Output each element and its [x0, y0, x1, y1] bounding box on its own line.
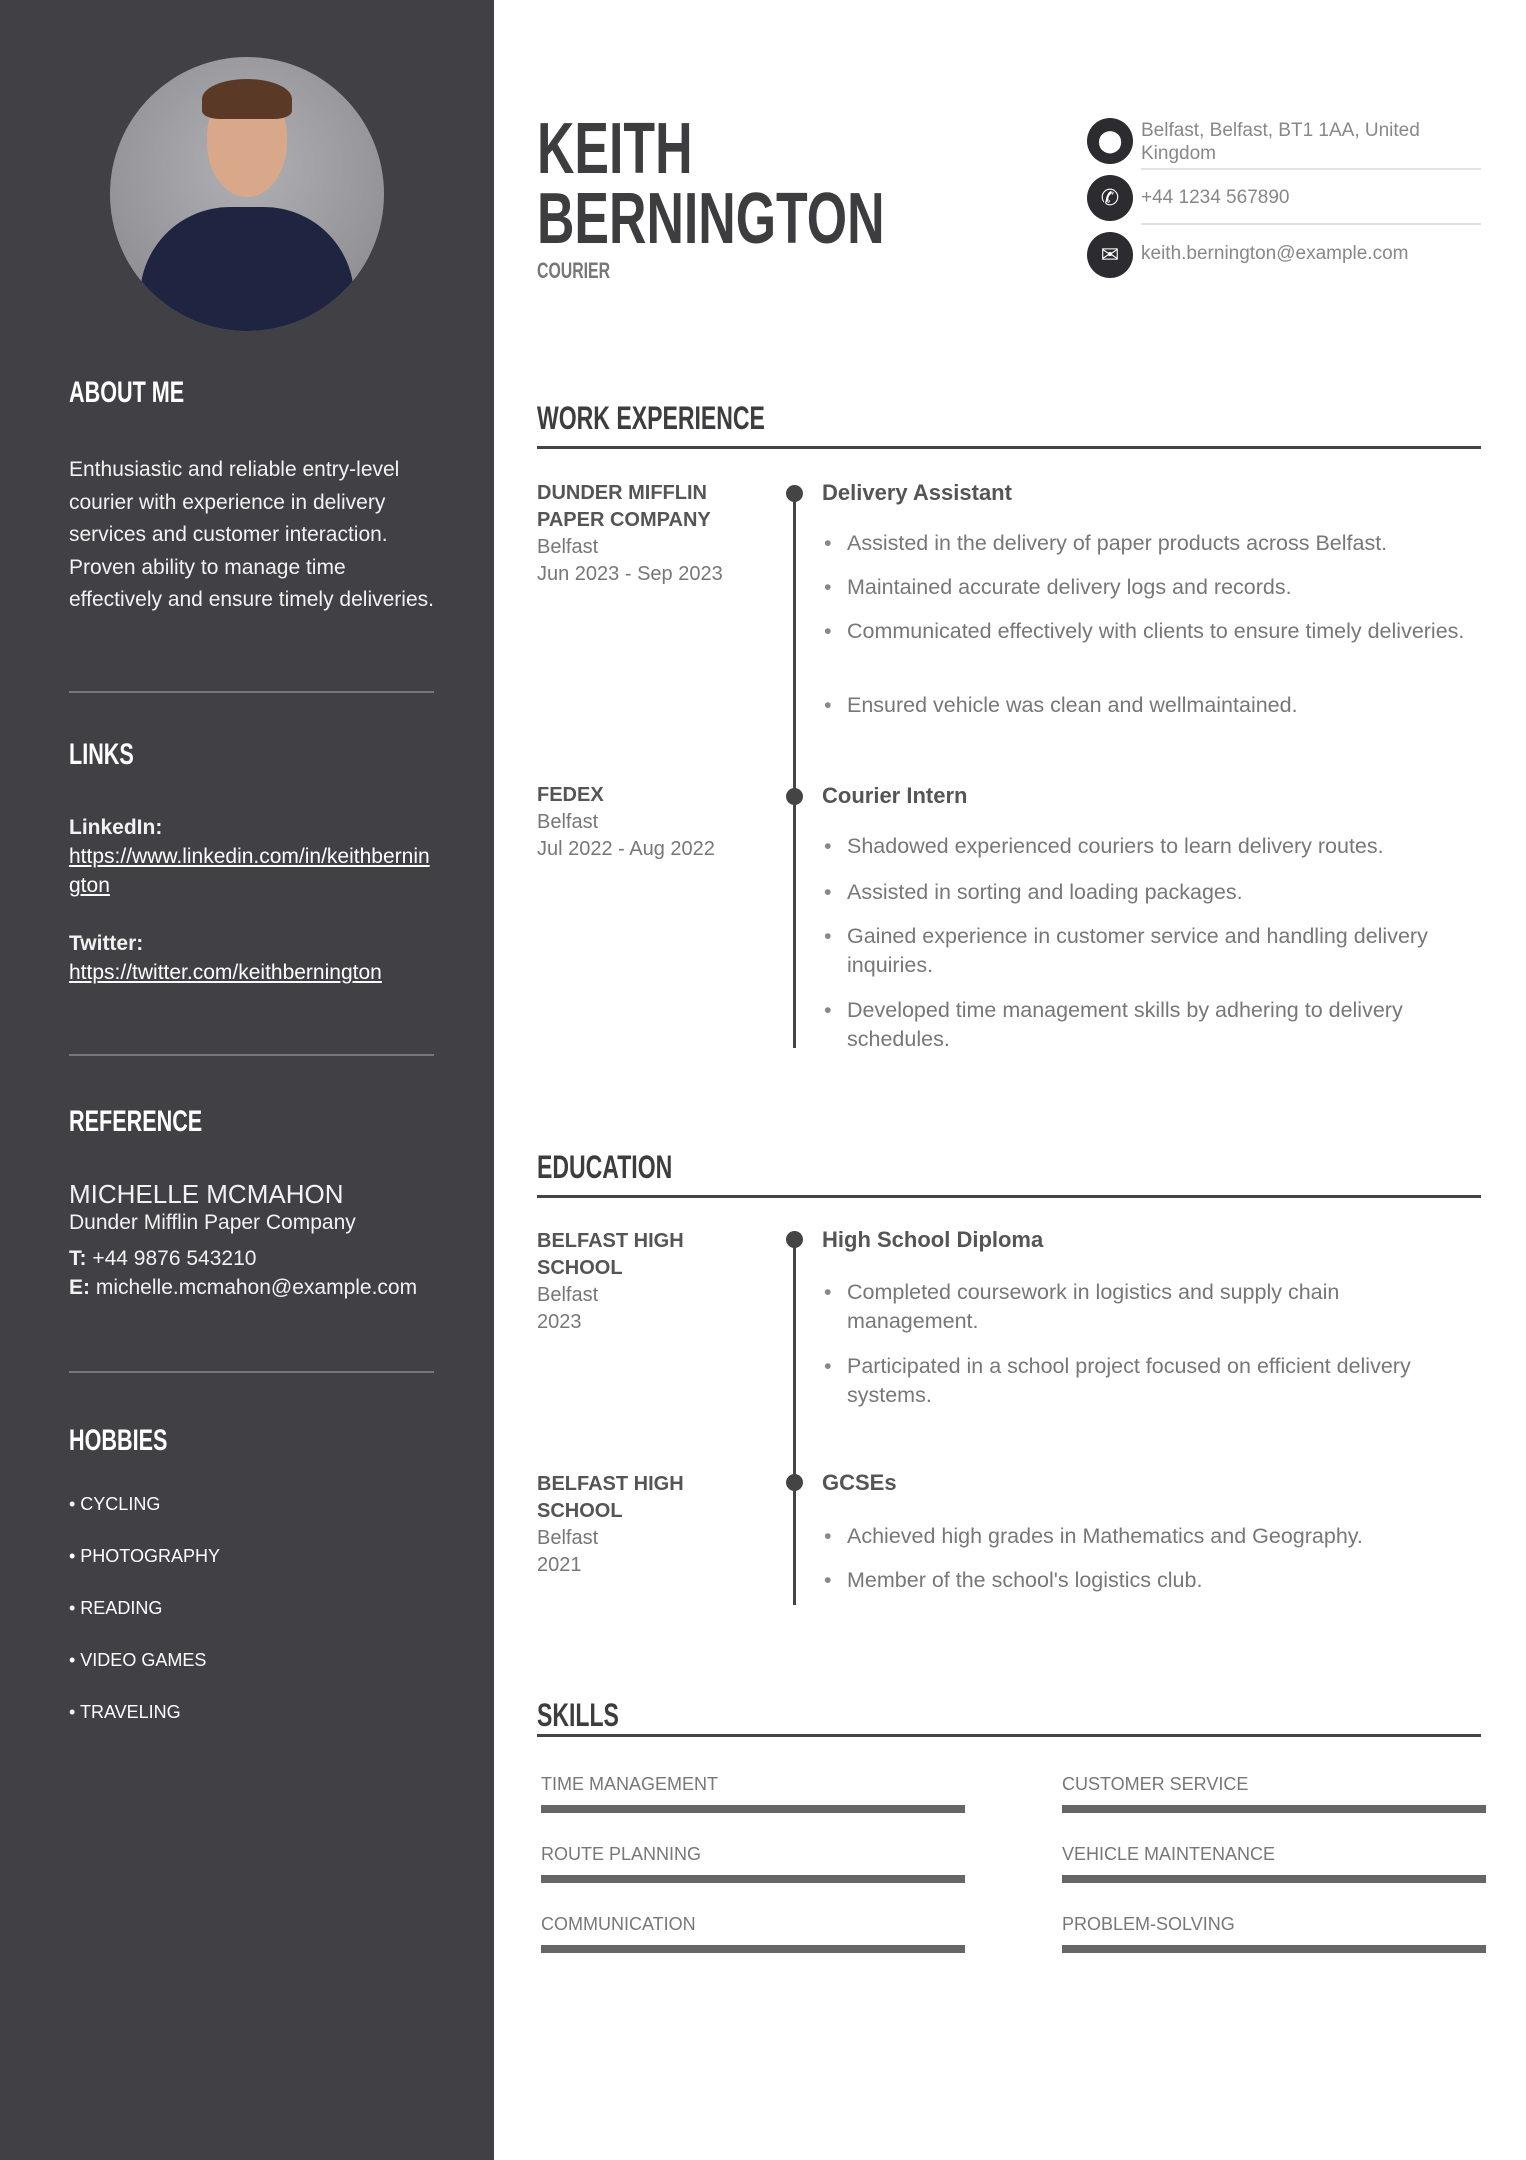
reference-heading [69, 1105, 254, 1139]
org: DUNDER MIFFLIN PAPER COMPANY [537, 482, 711, 531]
sidebar [0, 0, 494, 2160]
divider [1141, 168, 1481, 170]
bullet: • Participated in a school project focused on efficient delivery systems. [822, 1352, 1472, 1410]
skill-name: PROBLEM-SOLVING [1062, 1914, 1235, 1934]
reference-company: Dunder Mifflin Paper Company [69, 1211, 356, 1234]
phone-icon: ✆ [1087, 175, 1133, 221]
skill-bar [541, 1945, 965, 1953]
name-last [537, 179, 1020, 259]
bullet: • Shadowed experienced couriers to learn delivery routes. [822, 832, 1472, 861]
bullet: • Completed coursework in logistics and supply chain management. [822, 1278, 1472, 1336]
divider [1141, 223, 1481, 225]
contact-phone: +44 1234 567890 [1141, 187, 1290, 208]
email-icon: ✉ [1087, 232, 1133, 278]
hobbies-heading [69, 1424, 206, 1458]
reference-phone [69, 1244, 439, 1273]
bullet: • Assisted in the delivery of paper products across Belfast. [822, 529, 1472, 558]
location-pin-icon: ⬤ [1087, 118, 1133, 164]
contact-address: Belfast, Belfast, BT1 1AA, United Kingdom [1141, 120, 1420, 164]
education-heading [537, 1149, 725, 1186]
divider [69, 1371, 434, 1373]
timeline-dot [786, 1231, 803, 1248]
work-heading [537, 400, 853, 437]
edu-entry-meta [537, 1471, 717, 1579]
org: BELFAST HIGH SCHOOL [537, 1230, 684, 1279]
skill-name: TIME MANAGEMENT [541, 1774, 719, 1794]
bullet: • Member of the school's logistics club. [822, 1566, 1472, 1595]
skill-bar-fill [1062, 1945, 1486, 1953]
skill-bar-fill [541, 1945, 965, 1953]
job-title-text: COURIER [537, 258, 611, 283]
skill-bar [541, 1875, 965, 1883]
skill-bar [541, 1805, 965, 1813]
divider [69, 691, 434, 693]
job-title: Delivery Assistant [822, 480, 1012, 505]
linkedin-link[interactable]: https://www.linkedin.com/in/keithbernington [69, 845, 430, 897]
location: Belfast [537, 536, 599, 558]
work-heading-text: WORK EXPERIENCE [537, 400, 765, 436]
job-title [537, 258, 638, 284]
org: FEDEX [537, 784, 604, 806]
linkedin-label: LinkedIn: [69, 816, 163, 839]
bullet: • Assisted in sorting and loading packages. [822, 878, 1472, 907]
bullet: • Developed time management skills by adhering to delivery schedules. [822, 996, 1472, 1054]
skill-name: CUSTOMER SERVICE [1062, 1774, 1249, 1794]
timeline-dot [786, 485, 803, 502]
location: Belfast [537, 1284, 599, 1306]
location: Belfast [537, 811, 599, 833]
reference-heading-text: REFERENCE [69, 1105, 203, 1138]
skill-bar [1062, 1805, 1486, 1813]
skill-name: COMMUNICATION [541, 1914, 696, 1934]
hobby-item: • CYCLING [69, 1494, 161, 1514]
email-value: michelle.mcmahon@example.com [95, 1276, 418, 1299]
about-heading-text: ABOUT ME [69, 376, 185, 409]
name-first [537, 109, 753, 189]
divider [537, 1734, 1481, 1737]
skill-bar-fill [541, 1805, 965, 1813]
contact-email: keith.bernington@example.com [1141, 243, 1409, 264]
job-title: Courier Intern [822, 783, 968, 808]
phone-label: T: [69, 1247, 87, 1270]
timeline-line [793, 1240, 796, 1605]
skills-heading [537, 1697, 651, 1734]
name-last-text: BERNINGTON [537, 179, 885, 259]
dates: 2023 [537, 1311, 582, 1333]
location: Belfast [537, 1527, 599, 1549]
skill-bar-fill [1062, 1805, 1486, 1813]
twitter-label: Twitter: [69, 932, 144, 955]
skill-bar-fill [1062, 1875, 1486, 1883]
education-heading-text: EDUCATION [537, 1149, 673, 1185]
skill-name: ROUTE PLANNING [541, 1844, 702, 1864]
bullet: • Maintained accurate delivery logs and records. [822, 573, 1472, 602]
bullet: • Gained experience in customer service and handling delivery inquiries. [822, 922, 1472, 980]
divider [537, 446, 1481, 449]
dates: Jul 2022 - Aug 2022 [537, 838, 715, 860]
timeline-line [793, 494, 796, 1048]
email-label: E: [69, 1276, 90, 1299]
bullet: • Communicated effectively with clients to ensure timely deliveries. [822, 617, 1472, 646]
skill-name: VEHICLE MAINTENANCE [1062, 1844, 1276, 1864]
profile-photo [110, 57, 384, 331]
links-heading [69, 738, 159, 772]
phone-value: +44 9876 543210 [92, 1247, 257, 1270]
twitter-link[interactable]: https://twitter.com/keithbernington [69, 961, 382, 984]
org: BELFAST HIGH SCHOOL [537, 1473, 684, 1522]
work-entry-meta [537, 480, 747, 588]
reference-email [69, 1273, 439, 1302]
divider [69, 1054, 434, 1056]
degree-title: High School Diploma [822, 1227, 1044, 1252]
hobby-item: • VIDEO GAMES [69, 1650, 207, 1670]
about-text: Enthusiastic and reliable entry-level courier with experience in delivery services and customer interaction. Proven ability to manage time effectively and ensure timely deliveries. [69, 458, 434, 612]
timeline-dot [786, 1474, 803, 1491]
hobby-item: • PHOTOGRAPHY [69, 1546, 220, 1566]
divider [537, 1195, 1481, 1198]
degree-title: GCSEs [822, 1470, 897, 1495]
dates: Jun 2023 - Sep 2023 [537, 563, 723, 585]
bullet: • Ensured vehicle was clean and wellmaintained. [822, 691, 1472, 720]
skill-bar [1062, 1875, 1486, 1883]
edu-entry-meta [537, 1228, 717, 1336]
work-entry-meta [537, 782, 747, 863]
timeline-dot [786, 788, 803, 805]
hobby-item: • TRAVELING [69, 1702, 181, 1722]
skills-heading-text: SKILLS [537, 1697, 619, 1733]
bullet: • Achieved high grades in Mathematics and Geography. [822, 1522, 1472, 1551]
hobby-item: • READING [69, 1598, 163, 1618]
hobbies-heading-text: HOBBIES [69, 1424, 168, 1457]
links-heading-text: LINKS [69, 738, 134, 771]
skill-bar [1062, 1945, 1486, 1953]
about-heading [69, 376, 229, 410]
skill-bar-fill [541, 1875, 965, 1883]
name-first-text: KEITH [537, 109, 693, 189]
twitter-block [69, 929, 439, 987]
dates: 2021 [537, 1554, 582, 1576]
reference-name: MICHELLE MCMAHON [69, 1179, 344, 1209]
linkedin-block [69, 813, 439, 900]
